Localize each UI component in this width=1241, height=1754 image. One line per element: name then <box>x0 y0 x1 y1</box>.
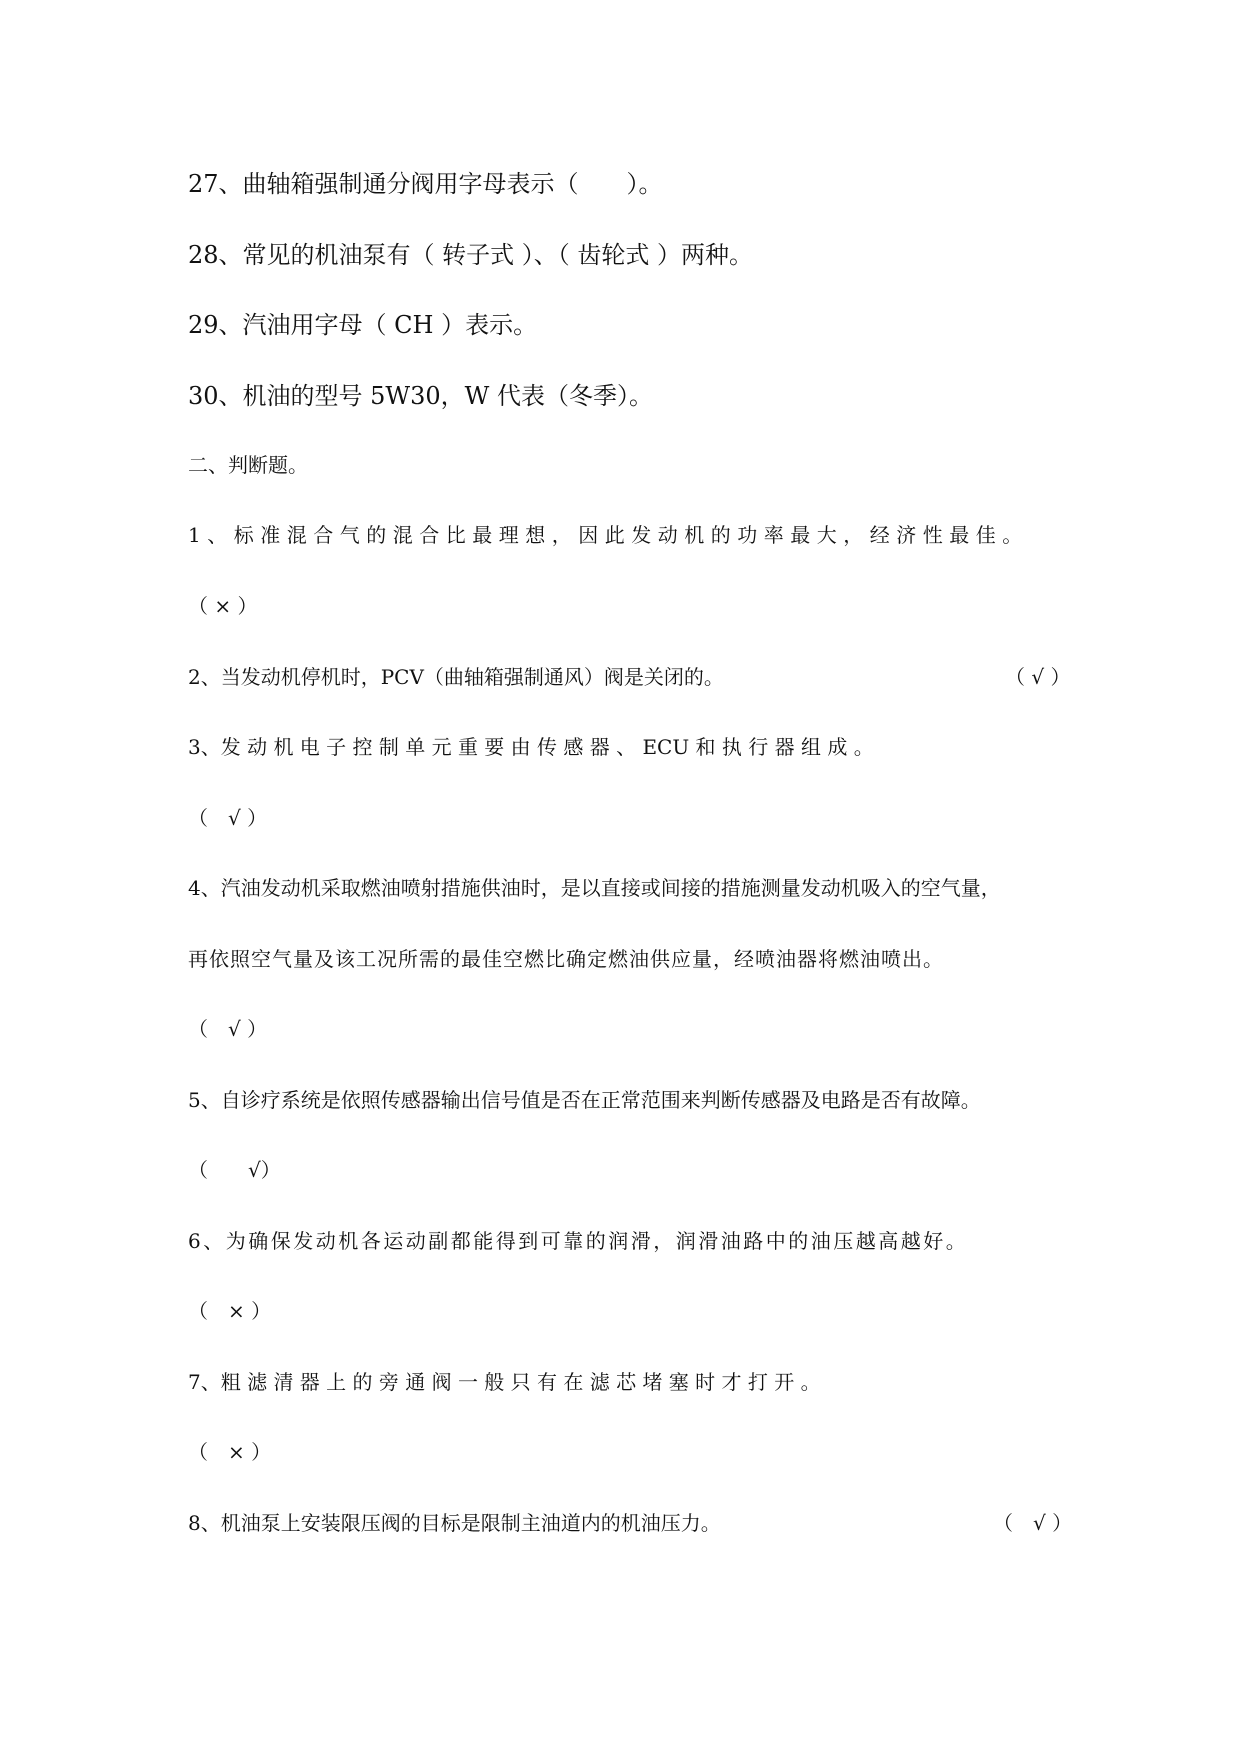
question-2-answer: （ √ ） <box>1005 665 1071 689</box>
question-28: 28、常见的机油泵有（ 转子式 ）、（ 齿轮式 ）两种。 <box>188 241 754 269</box>
question-4-answer: （ √ ） <box>188 1017 268 1041</box>
question-6-answer: （ × ） <box>188 1299 272 1323</box>
question-8-answer: （ √ ） <box>993 1511 1073 1535</box>
question-3: 3、发 动 机 电 子 控 制 单 元 重 要 由 传 感 器 、 ECU 和 执 行 器 组 成 。 <box>188 735 874 759</box>
question-2: 2、当发动机停机时，PCV（曲轴箱强制通风）阀是关闭的。 <box>188 665 724 689</box>
question-7-answer: （ × ） <box>188 1440 272 1464</box>
question-4-line-1: 4、汽油发动机采取燃油喷射措施供油时，是以直接或间接的措施测量发动机吸入的空气量， <box>188 876 1001 900</box>
question-29: 29、汽油用字母（ CH ）表示。 <box>188 311 538 339</box>
section-title: 二、判断题。 <box>188 453 308 477</box>
question-5-answer: （ √） <box>188 1158 281 1182</box>
question-1-answer: （ × ） <box>188 594 258 618</box>
question-5: 5、自诊疗系统是依照传感器输出信号值是否在正常范围来判断传感器及电路是否有故障。 <box>188 1088 981 1112</box>
question-8: 8、机油泵上安装限压阀的目标是限制主油道内的机油压力。 <box>188 1511 721 1535</box>
question-7: 7、粗 滤 清 器 上 的 旁 通 阀 一 般 只 有 在 滤 芯 堵 塞 时 才 打 开 。 <box>188 1370 821 1394</box>
question-6: 6、为确保发动机各运动副都能得到可靠的润滑，润滑油路中的油压越高越好。 <box>188 1229 969 1253</box>
question-27: 27、曲轴箱强制通分阀用字母表示（ ）。 <box>188 170 663 198</box>
question-4-line-2: 再依照空气量及该工况所需的最佳空燃比确定燃油供应量，经喷油器将燃油喷出。 <box>188 947 944 971</box>
question-3-answer: （ √ ） <box>188 806 268 830</box>
question-30: 30、机油的型号 5W30，W 代表（冬季）。 <box>188 382 653 410</box>
question-1: 1、标准混合气的混合比最理想，因此发动机的功率最大，经济性最佳。 <box>188 523 1029 547</box>
